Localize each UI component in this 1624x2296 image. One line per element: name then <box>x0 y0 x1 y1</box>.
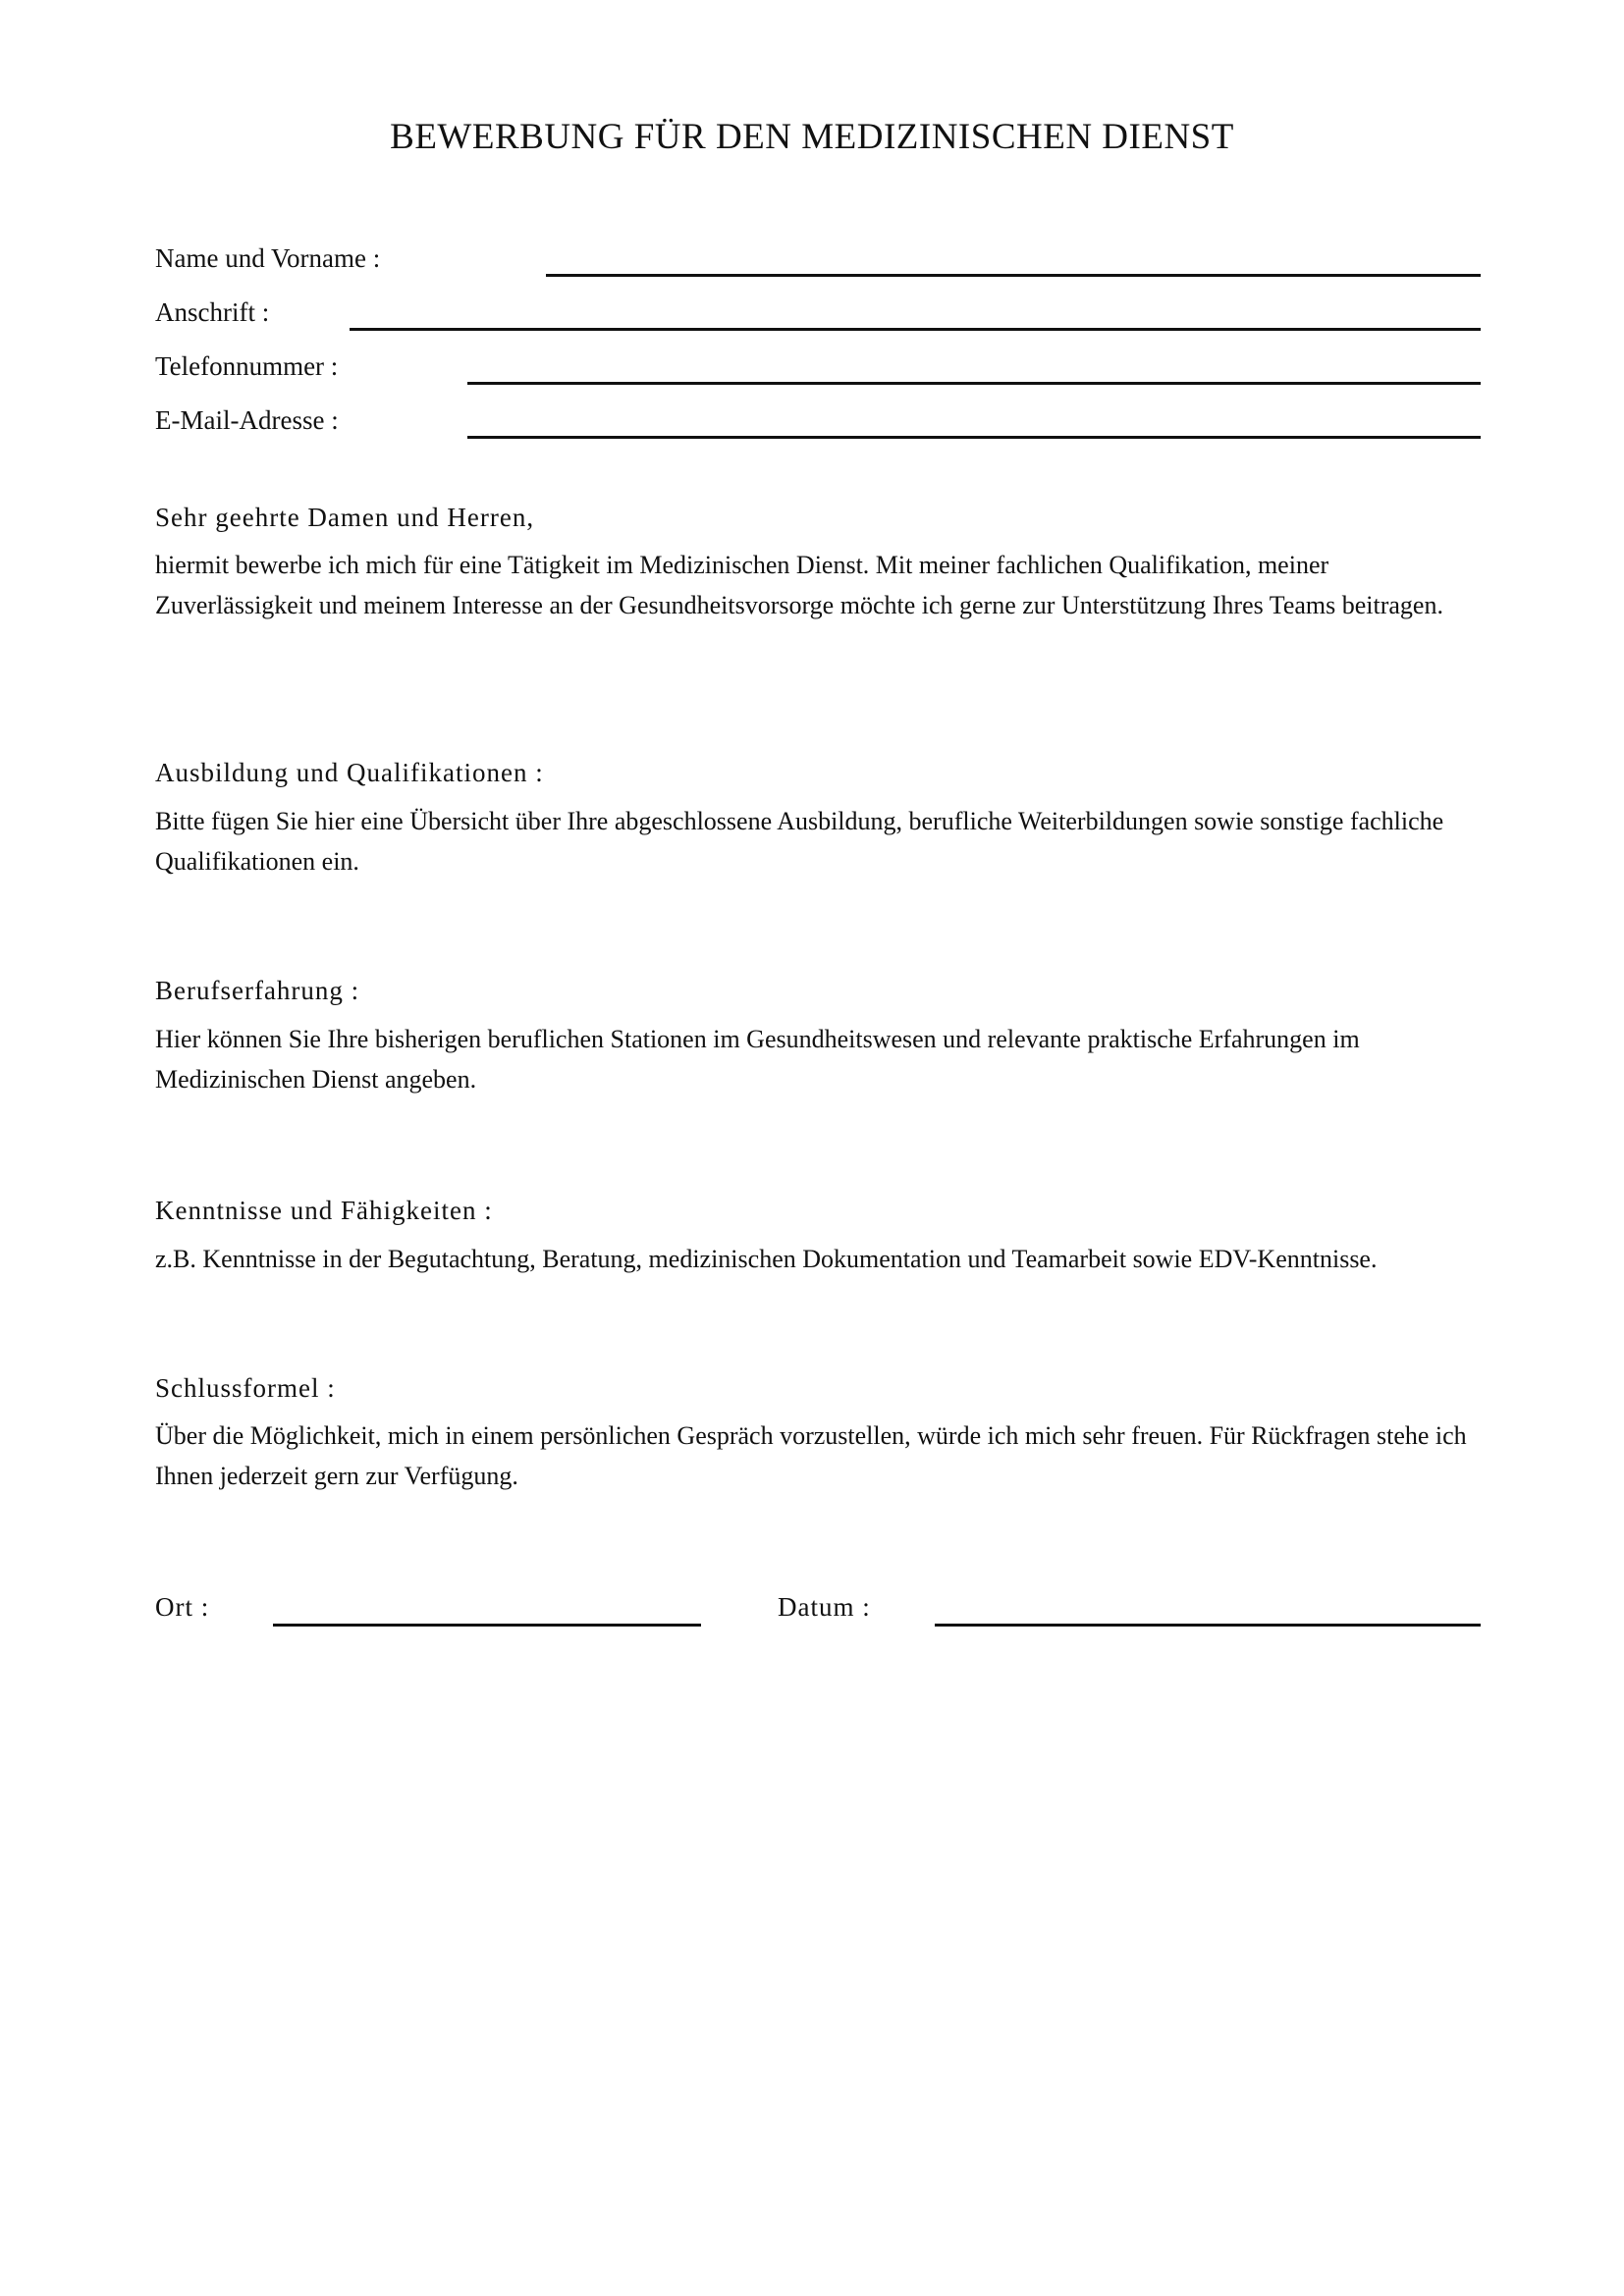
address-field-label: Anschrift : <box>155 297 270 327</box>
date-field-line[interactable] <box>935 1624 1481 1627</box>
section-text-education: Bitte fügen Sie hier eine Übersicht über Ihre abgeschlossene Ausbildung, berufliche Weiterbildungen sowie sonstige fachliche Qualifikationen ein. <box>155 807 1444 876</box>
phone-field-line[interactable] <box>467 382 1481 385</box>
name-field-row <box>155 243 1481 283</box>
section-text-closing: Über die Möglichkeit, mich in einem persönlichen Gespräch vorzustellen, würde ich mich sehr freuen. Für Rückfragen stehe ich Ihnen jederzeit gern zur Verfügung. <box>155 1421 1467 1490</box>
place-field-line[interactable] <box>273 1624 701 1627</box>
section-heading-experience: Berufserfahrung : <box>155 976 360 1005</box>
email-field-label: E-Mail-Adresse : <box>155 405 339 435</box>
place-label: Ort : <box>155 1592 210 1622</box>
date-label: Datum : <box>778 1592 871 1622</box>
document-title: BEWERBUNG FÜR DEN MEDIZINISCHEN DIENST <box>390 117 1234 157</box>
section-heading-education: Ausbildung und Qualifikationen : <box>155 758 544 787</box>
intro-text: hiermit bewerbe ich mich für eine Tätigkeit im Medizinischen Dienst. Mit meiner fachlichen Qualifikation, meiner Zuverlässigkeit und meinem Interesse an der Gesundheitsvorsorge möchte ich gerne zur Unterstützung Ihres Teams beitragen. <box>155 551 1443 619</box>
salutation: Sehr geehrte Damen und Herren, <box>155 503 535 532</box>
phone-field-label: Telefonnummer : <box>155 351 339 381</box>
email-field-row <box>155 405 1481 445</box>
section-text-skills: z.B. Kenntnisse in der Begutachtung, Beratung, medizinischen Dokumentation und Teamarbeit sowie EDV-Kenntnisse. <box>155 1245 1378 1273</box>
phone-field-row <box>155 351 1481 391</box>
section-heading-skills: Kenntnisse und Fähigkeiten : <box>155 1196 493 1225</box>
email-field-line[interactable] <box>467 436 1481 439</box>
address-field-line[interactable] <box>350 328 1481 331</box>
section-heading-closing: Schlussformel : <box>155 1373 336 1403</box>
address-field-row <box>155 297 1481 337</box>
name-field-label: Name und Vorname : <box>155 243 381 273</box>
name-field-line[interactable] <box>546 274 1481 277</box>
section-text-experience: Hier können Sie Ihre bisherigen beruflichen Stationen im Gesundheitswesen und relevante praktische Erfahrungen im Medizinischen Dienst angeben. <box>155 1025 1360 1094</box>
